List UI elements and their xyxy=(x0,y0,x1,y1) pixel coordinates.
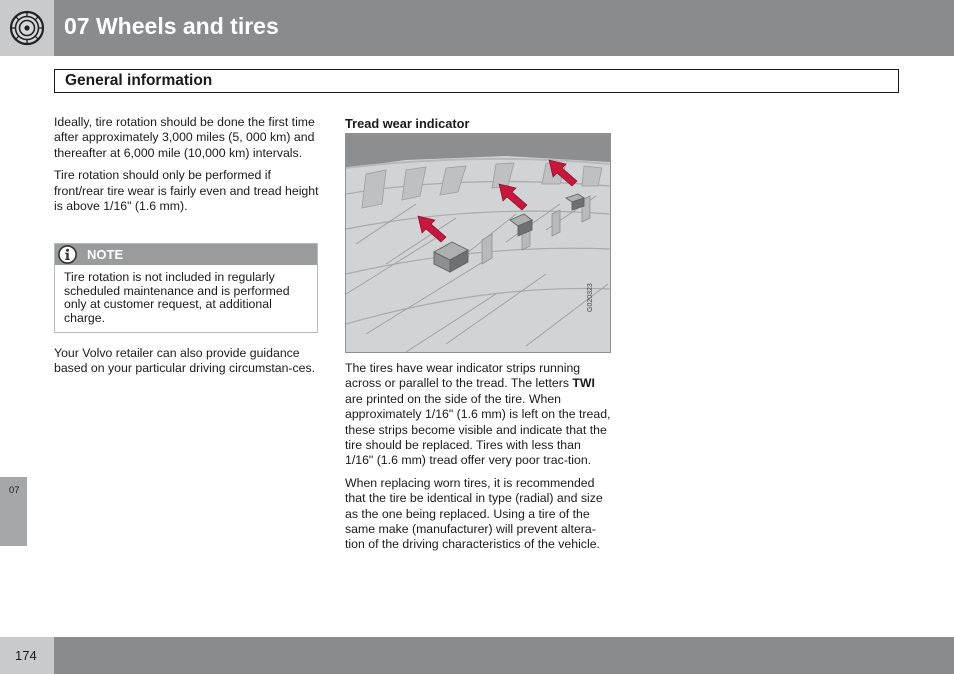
info-icon xyxy=(57,244,78,265)
chapter-tab-label: 07 xyxy=(9,485,20,496)
tire-icon xyxy=(9,10,45,46)
chapter-side-tab xyxy=(0,477,27,546)
page-number: 174 xyxy=(15,648,37,663)
right-column xyxy=(345,361,611,560)
note-box xyxy=(54,243,318,333)
figure-code: G020323 xyxy=(587,283,594,312)
twi-text-after: are printed on the side of the tire. When approximately 1/16" (1.6 mm) is left on the tread, these strips become visible and indicate that the tire should be replaced. Tires with less than 1/16" (1.6 mm) tread offer very poor trac-tion. xyxy=(345,391,611,468)
tread-wear-figure xyxy=(345,133,611,353)
section-title: General information xyxy=(65,72,213,89)
note-title: NOTE xyxy=(87,247,124,262)
replacement-paragraph: When replacing worn tires, it is recommended that the tire be identical in type (radial) and size as the one being replaced. Using a tire of the same make (manufacturer) will prevent altera-tion of the driving characteristics of the vehicle. xyxy=(345,475,603,552)
note-text: Tire rotation is not included in regularly scheduled maintenance and is performed only at customer request, at additional charge. xyxy=(64,270,290,325)
wear-indicator-paragraph xyxy=(345,361,611,469)
section-title-box xyxy=(54,69,899,93)
tire-tread-illustration xyxy=(346,134,610,352)
footer-bar xyxy=(54,637,954,674)
twi-text-before: The tires have wear indicator strips running across or parallel to the tread. The letters xyxy=(345,361,581,391)
page-number-box xyxy=(0,637,54,674)
note-header xyxy=(55,244,317,265)
tread-wear-heading: Tread wear indicator xyxy=(345,116,470,131)
left-column xyxy=(54,115,320,221)
left-column-lower xyxy=(54,346,320,377)
retailer-guidance-paragraph: Your Volvo retailer can also provide guidance based on your particular driving circumstan-ces. xyxy=(54,346,316,376)
rotation-condition-paragraph: Tire rotation should only be performed if front/rear tire wear is fairly even and tread height is above 1/16" (1.6 mm). xyxy=(54,168,319,214)
chapter-icon-box xyxy=(0,0,54,56)
rotation-interval-paragraph: Ideally, tire rotation should be done the first time after approximately 3,000 miles (5, 000 km) and thereafter at 6,000 mile (10,000 km) intervals. xyxy=(54,115,315,160)
chapter-title: 07 Wheels and tires xyxy=(64,13,279,39)
twi-label: TWI xyxy=(572,376,595,391)
